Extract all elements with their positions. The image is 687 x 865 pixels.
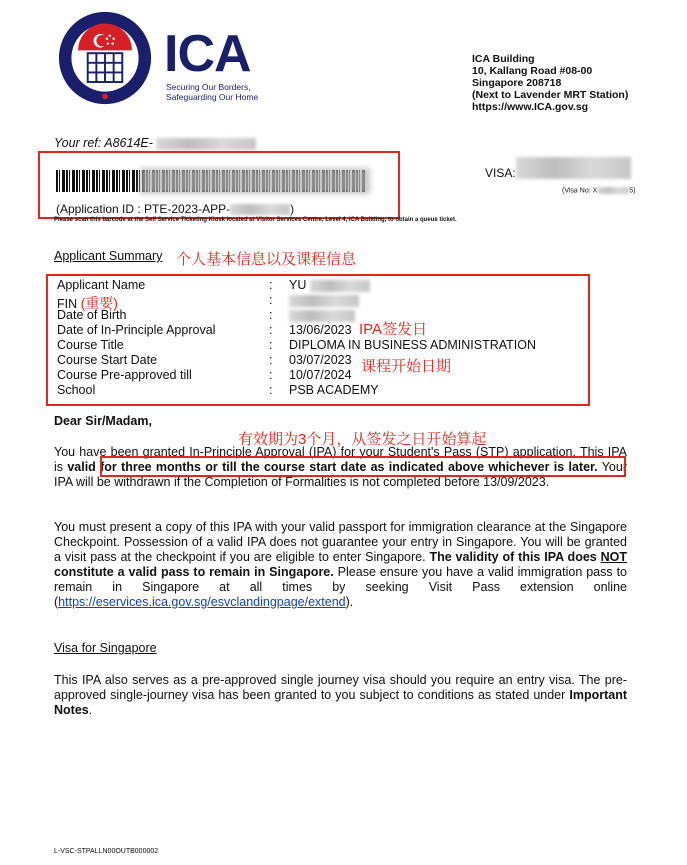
field-value-pre-approved-till: 10/07/2024 <box>289 368 352 382</box>
salutation: Dear Sir/Madam, <box>54 414 152 428</box>
field-value-course-title: DIPLOMA IN BUSINESS ADMINISTRATION <box>289 338 537 352</box>
field-colon: : <box>269 293 273 307</box>
ica-tagline: Securing Our Borders, Safeguarding Our Home <box>166 82 259 102</box>
field-label-course-start: Course Start Date <box>57 353 158 367</box>
redacted-barcode <box>140 168 370 194</box>
redacted-ref <box>156 138 256 150</box>
ica-website[interactable]: https://www.ICA.gov.sg <box>472 101 589 113</box>
applicant-summary-heading: Applicant Summary <box>54 249 163 263</box>
redacted-visa-barcode <box>516 157 631 179</box>
validity-annotation: 有效期为3个月，从签发之日开始算起 <box>238 431 487 448</box>
field-colon: : <box>269 278 273 292</box>
your-ref: Your ref: A8614E- <box>54 136 256 150</box>
field-colon: : <box>269 353 273 367</box>
ica-address-block: ICA Building 10, Kallang Road #08-00 Singapore 208718 (Next to Lavender MRT Station) https://www.ICA.gov.sg <box>472 53 629 113</box>
field-colon: : <box>269 383 273 397</box>
fin-annotation: (重要) <box>80 295 118 311</box>
visa-heading: Visa for Singapore <box>54 641 157 655</box>
document-code: L-VSC-STPALLN00OUTB000002 <box>54 848 159 855</box>
application-id: (Application ID : PTE-2023-APP- ) <box>56 202 295 216</box>
ica-seal-logo <box>57 10 153 106</box>
visa-number: (Visa No: X 5) <box>562 187 636 195</box>
field-label-fin: FIN (重要) <box>57 295 118 311</box>
field-colon: : <box>269 368 273 382</box>
field-colon: : <box>269 338 273 352</box>
field-label-ipa-date: Date of In-Principle Approval <box>57 323 216 337</box>
paragraph-ipa-granted: You have been granted In-Principle Approval (IPA) for your Student's Pass (STP) application. This IPA is valid for three months or till the course start date as indicated above whichever is later. Your IPA will be withdrawn if the Completion of Formalities is not completed before 13/09/2023. <box>54 445 627 489</box>
field-value-course-start: 03/07/2023 <box>289 353 352 367</box>
course-start-annotation: 课程开始日期 <box>361 358 452 375</box>
field-label-dob: Date of Birth <box>57 308 127 322</box>
ipa-date-annotation: IPA签发日 <box>359 321 428 338</box>
barcode-instruction: Please scan this barcode at the Self Service Ticketing Kiosk located at Visitor Services Centre, Level 4, ICA Building, to obtain a queue ticket. <box>54 217 457 223</box>
field-value-applicant-name: YU <box>289 278 370 292</box>
field-value-dob <box>289 308 355 322</box>
visa-label: VISA: <box>485 166 516 180</box>
field-label-course-title: Course Title <box>57 338 124 352</box>
field-value-fin <box>289 293 359 307</box>
field-value-ipa-date: 13/06/2023 <box>289 323 352 337</box>
field-colon: : <box>269 308 273 322</box>
field-label-pre-approved-till: Course Pre-approved till <box>57 368 192 382</box>
visit-pass-extension-link[interactable]: https://eservices.ica.gov.sg/esvclandingpage/extend <box>58 595 346 609</box>
paragraph-present-ipa: You must present a copy of this IPA with your valid passport for immigration clearance at the Singapore Checkpoint. Possession of a valid IPA does not guarantee your entry in Singapore. You will be granted a visit pass at the checkpoint if you are eligible to enter Singapore. The validity of this IPA does NOT constitute a valid pass to remain in Singapore. Please ensure you have a valid immigration pass to remain in Singapore at all times by seeking Visit Pass extension online (https://eservices.ica.gov.sg/esvclandingpage/extend). <box>54 520 627 609</box>
paragraph-visa: This IPA also serves as a pre-approved single journey visa should you require an entry visa. The pre-approved single-journey visa has been granted to you subject to conditions as stated under Important Notes. <box>54 673 627 717</box>
ica-wordmark: ICA <box>164 25 251 83</box>
field-value-school: PSB ACADEMY <box>289 383 379 397</box>
field-label-school: School <box>57 383 96 397</box>
summary-annotation: 个人基本信息以及课程信息 <box>176 251 357 268</box>
validity-highlight-box <box>100 456 626 477</box>
field-label-applicant-name: Applicant Name <box>57 278 146 292</box>
field-colon: : <box>269 323 273 337</box>
